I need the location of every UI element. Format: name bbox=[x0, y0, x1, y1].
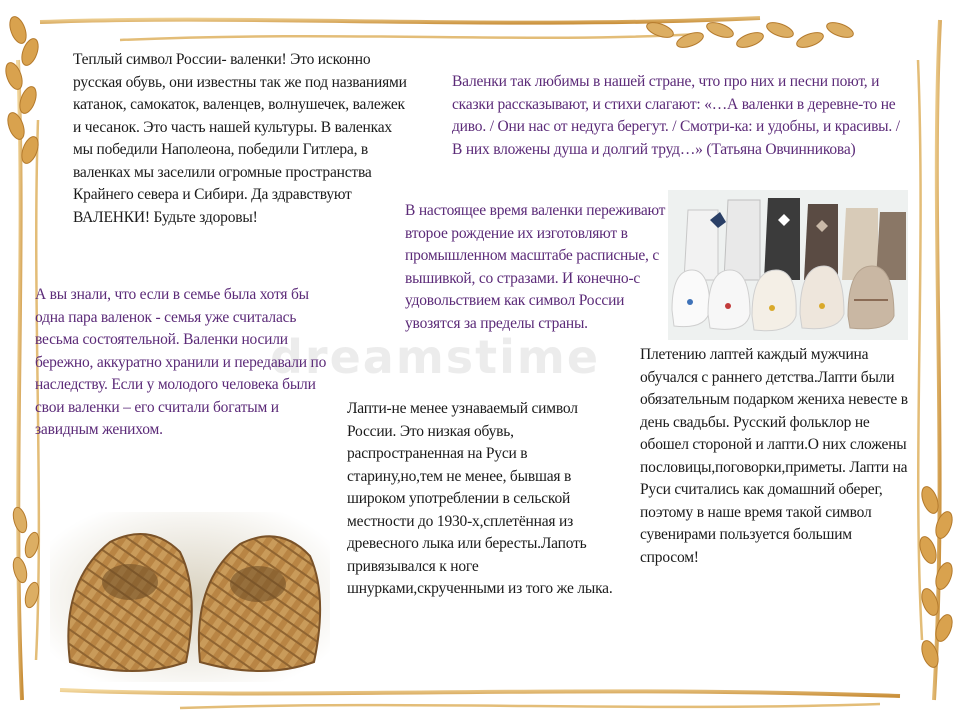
valenki-today-text: В настоящее время валенки переживают второе рождение их изготовляют в промышленном масштабе расписные, с вышивкой, со стразами. И конечно-с удовольствием как символ России увозятся за пределы страны. bbox=[405, 202, 666, 332]
valenki-intro-text: Теплый символ России- валенки! Это исконно русская обувь, они известны так же под названиями катанок, самокаток, валенцев, волнушечек, валежек и чесанок. Это часть нашей культуры. В валенках мы победили Наполеона, победили Гитлера, в валенках мы заселили огромные пространства Крайнего севера и Сибири. Да здравствуют ВАЛЕНКИ! Будьте здоровы! bbox=[73, 51, 407, 226]
family-wealth-text: А вы знали, что если в семье была хотя бы одна пара валенок - семья уже считалась весьма состоятельной. Валенки носили бережно, аккуратно хранили и передавали по наследству. Если у молодого человека были свои валенки – его считали богатым и завидным женихом. bbox=[35, 286, 327, 438]
lapti-text: Лапти-не менее узнаваемый символ России. Это низкая обувь, распространенная на Руси в старину,но,тем не менее, бывшая в широком употреблении в сельской местности до 1930-х,сплетённая из древесного лыка или бересты.Лапоть привязывался к ноге шнурками,скрученными из того же лыка. bbox=[347, 400, 613, 597]
valenki-love-text: Валенки так любимы в нашей стране, что про них и песни поют, и сказки рассказывают, и стихи слагают: «…А валенки в деревне-то не диво. / Они нас от недуга берегут. / Смотри-ка: и удобны, и красивы. / В них вложены душа и долгий труд…» (Татьяна Овчинникова) bbox=[452, 73, 900, 158]
lapti-weaving-text: Плетению лаптей каждый мужчина обучался с раннего детства.Лапти были обязательным подарком жениха невесте в день свадьбы. Русский фольклор не обошел стороной и лапти.О них сложены пословицы,поговорки,приметы. Лапти на Руси считались как домашний оберег, поэтому в наше время такой символ сувенирами пользуется большим спросом! bbox=[640, 346, 908, 566]
wheat-ear-bottom-left bbox=[11, 506, 41, 609]
valenki-photo bbox=[668, 190, 908, 340]
lapti-photo bbox=[50, 512, 330, 682]
watermark: dreamstime bbox=[270, 330, 601, 384]
